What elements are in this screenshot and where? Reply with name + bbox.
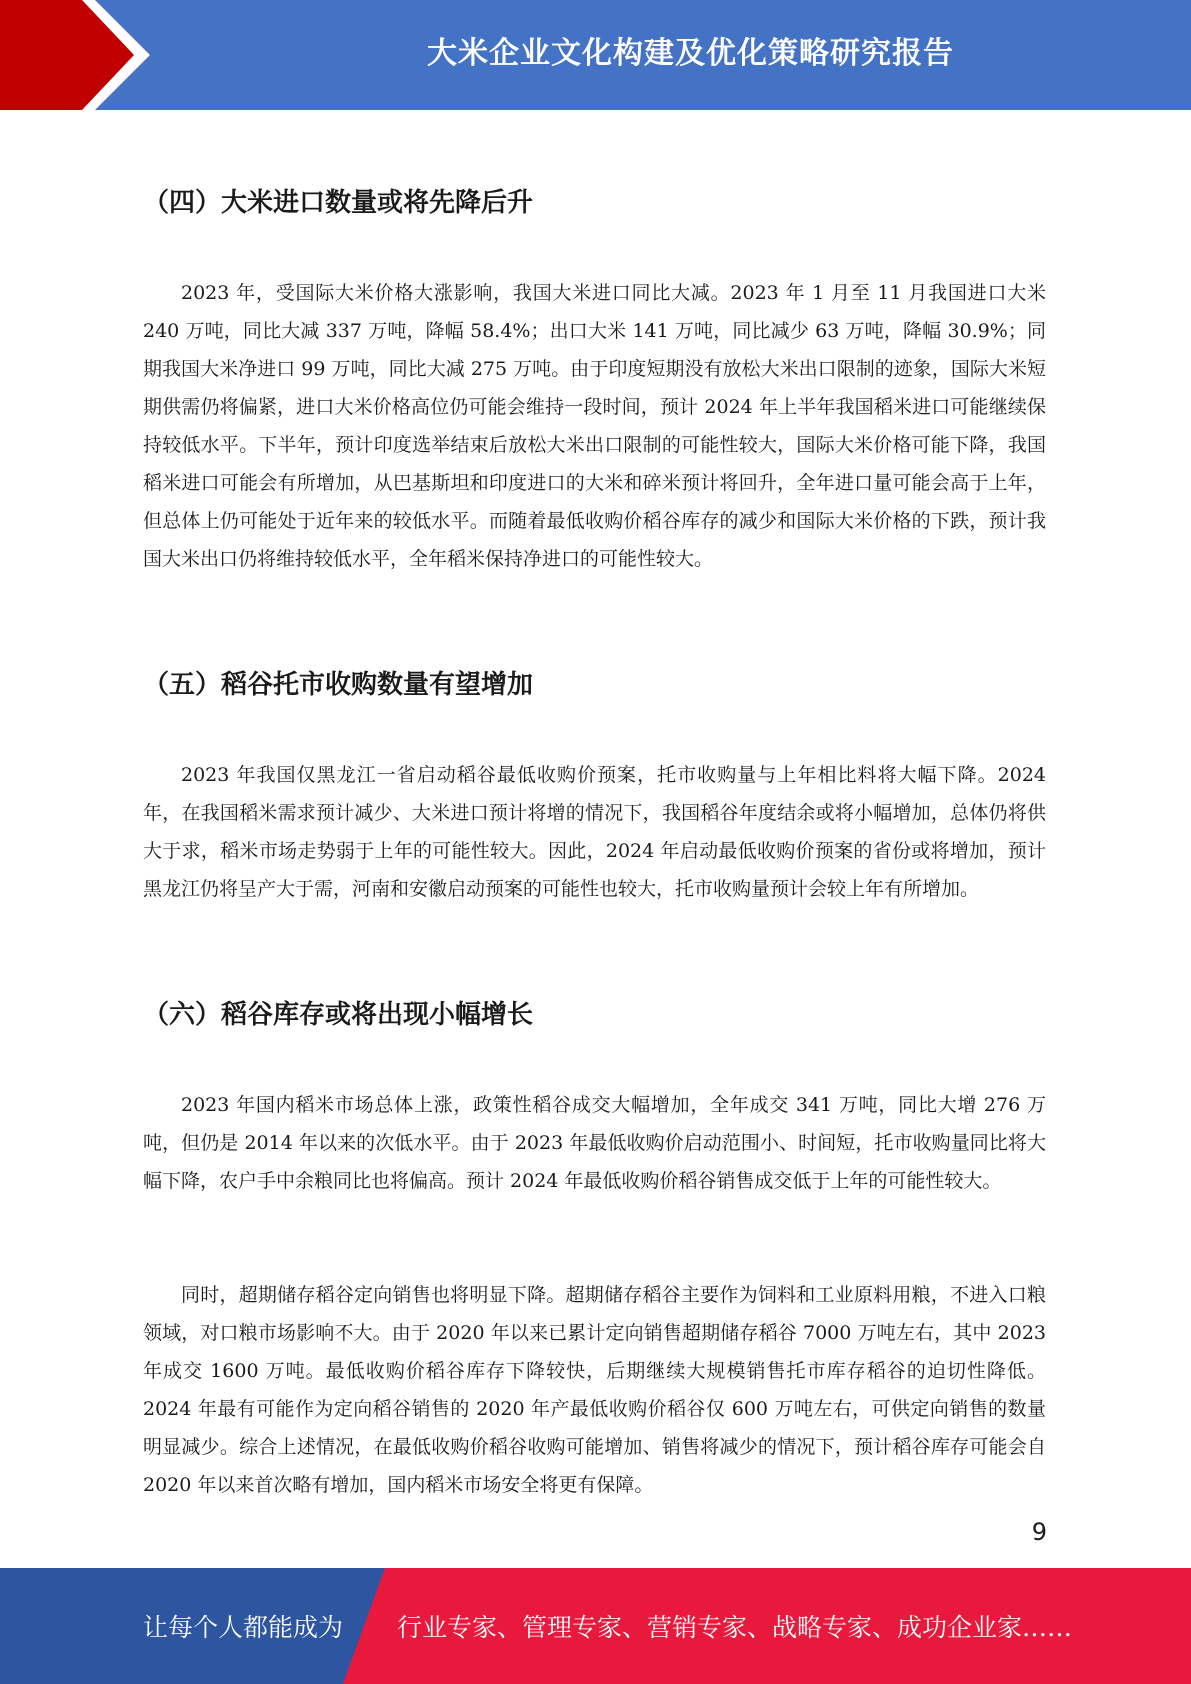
- footer-slogan-left: 让每个人都能成为: [143, 1613, 344, 1642]
- section-heading: （六）稻谷库存或将出现小幅增长: [143, 1000, 534, 1030]
- footer-slogan-right: 行业专家、管理专家、营销专家、战略专家、成功企业家……: [397, 1613, 1073, 1642]
- page-number: 9: [1031, 1518, 1047, 1546]
- page-header: [0, 0, 1191, 110]
- section-heading: （四）大米进口数量或将先降后升: [143, 188, 534, 218]
- section-paragraph: 同时，超期储存稻谷定向销售也将明显下降。超期储存稻谷主要作为饲料和工业原料用粮，不进入口粮领域，对口粮市场影响不大。由于 2020 年以来已累计定向销售超期储存稻谷 7000 万吨左右，其中 2023 年成交 1600 万吨。最低收购价稻谷库存下降较快，后期继续大规模销售托市库存稻谷的迫切性降低。2024 年最有可能作为定向稻谷销售的 2020 年产最低收购价稻谷仅 600 万吨左右，可供定向销售的数量明显减少。综合上述情况，在最低收购价稻谷收购可能增加、销售将减少的情况下，预计稻谷库存可能会自 2020 年以来首次略有增加，国内稻米市场安全将更有保障。: [143, 1284, 1046, 1496]
- section-paragraph: 2023 年，受国际大米价格大涨影响，我国大米进口同比大减。2023 年 1 月至 11 月我国进口大米 240 万吨，同比大减 337 万吨，降幅 58.4%；出口大米 141 万吨，同比减少 63 万吨，降幅 30.9%；同期我国大米净进口 99 万吨，同比大减 275 万吨。由于印度短期没有放松大米出口限制的迹象，国际大米短期供需仍将偏紧，进口大米价格高位仍可能会维持一段时间，预计 2024 年上半年我国稻米进口可能继续保持较低水平。下半年，预计印度选举结束后放松大米出口限制的可能性较大，国际大米价格可能下降，我国稻米进口可能会有所增加，从巴基斯坦和印度进口的大米和碎米预计将回升，全年进口量可能会高于上年，但总体上仍可能处于近年来的较低水平。而随着最低收购价稻谷库存的减少和国际大米价格的下跌，预计我国大米出口仍将维持较低水平，全年稻米保持净进口的可能性较大。: [143, 282, 1046, 570]
- page-footer: [0, 1568, 1191, 1684]
- section-paragraph: 2023 年国内稻米市场总体上涨，政策性稻谷成交大幅增加，全年成交 341 万吨，同比大增 276 万吨，但仍是 2014 年以来的次低水平。由于 2023 年最低收购价启动范围小、时间短，托市收购量同比将大幅下降，农户手中余粮同比也将偏高。预计 2024 年最低收购价稻谷销售成交低于上年的可能性较大。: [143, 1094, 1046, 1192]
- section-paragraph: 2023 年我国仅黑龙江一省启动稻谷最低收购价预案，托市收购量与上年相比料将大幅下降。2024 年，在我国稻米需求预计减少、大米进口预计将增的情况下，我国稻谷年度结余或将小幅增加，总体仍将供大于求，稻米市场走势弱于上年的可能性较大。因此，2024 年启动最低收购价预案的省份或将增加，预计黑龙江仍将呈产大于需，河南和安徽启动预案的可能性也较大，托市收购量预计会较上年有所增加。: [143, 764, 1046, 900]
- header-title: 大米企业文化构建及优化策略研究报告: [427, 36, 954, 71]
- section-heading: （五）稻谷托市收购数量有望增加: [143, 670, 534, 700]
